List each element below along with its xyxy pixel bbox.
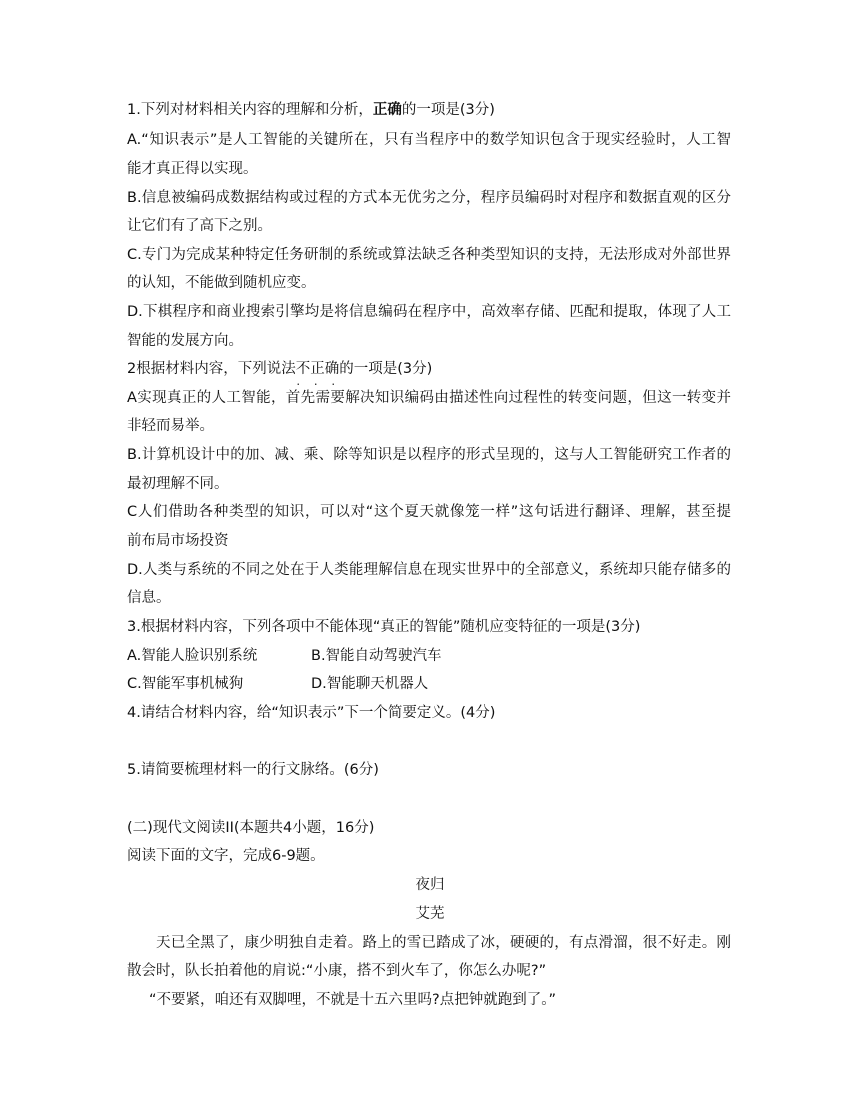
q3-option-d: D.智能聊天机器人 — [311, 676, 429, 692]
q3-option-b: B.智能自动驾驶汽车 — [311, 648, 442, 664]
q1-option-c-line1: C.专门为完成某种特定任务研制的系统或算法缺乏各种类型知识的支持，无法形成对外部世界 — [127, 247, 731, 263]
section2-instruction: 阅读下面的文字，完成6-9题。 — [127, 848, 325, 864]
q1-option-b-line2: 让它们有了高下之别。 — [127, 218, 272, 234]
q1-option-a-line1: A.“知识表示”是人工智能的关键所在，只有当程序中的数学知识包含于现实经验时，人工智 — [127, 132, 731, 148]
q2-stem-emphasis: 不正确 • • • — [296, 361, 340, 377]
story-paragraph-1-line1: 天已全黑了，康少明独自走着。路上的雪已踏成了冰，硬硬的，有点滑溜，很不好走。刚 — [156, 935, 731, 951]
q5-stem: 5.请简要梳理材料一的行文脉络。(6分) — [127, 762, 379, 778]
section2-heading: (二)现代文阅读II(本题共4小题，16分) — [127, 820, 375, 836]
q4-stem: 4.请结合材料内容，给“知识表示”下一个简要定义。(4分) — [127, 705, 496, 721]
q2-option-b-line1: B.计算机设计中的加、减、乘、除等知识是以程序的形式呈现的，这与人工智能研究工作者的 — [127, 447, 731, 463]
q2-stem — [127, 359, 432, 379]
q3-stem: 3.根据材料内容，下列各项中不能体现“真正的智能”随机应变特征的一项是(3分) — [127, 619, 641, 635]
q2-option-d-line2: 信息。 — [127, 590, 171, 606]
q1-stem-emphasis: 正确 — [372, 102, 402, 118]
q3-option-c: C.智能军事机械狗 — [127, 676, 244, 692]
q2-option-c-line1: C人们借助各种类型的知识，可以对“这个夏天就像笼一样”这句话进行翻译、理解，甚至提 — [127, 504, 731, 520]
q2-option-d-line1: D.人类与系统的不同之处在于人类能理解信息在现实世界中的全部意义，系统却只能存储多的 — [127, 562, 731, 578]
q1-option-a-line2: 能才真正得以实现。 — [127, 161, 258, 177]
q2-option-c-line2: 前布局市场投资 — [127, 533, 229, 549]
q1-option-c-line2: 的认知，不能做到随机应变。 — [127, 275, 316, 291]
story-author: 艾芜 — [415, 906, 445, 922]
q2-stem-text: 2根据材料内容，下列说法 — [127, 361, 296, 377]
q2-option-a-line2: 非轻而易举。 — [127, 418, 214, 434]
q1-stem-score: 的一项是(3分) — [401, 102, 495, 118]
q2-option-b-line2: 最初理解不同。 — [127, 476, 229, 492]
story-paragraph-1-line2: 散会时，队长拍着他的肩说:“小康，搭不到火车了，你怎么办呢?” — [127, 963, 547, 979]
story-title: 夜归 — [415, 877, 445, 893]
q1-stem — [127, 100, 495, 120]
q2-option-a-line1: A实现真正的人工智能，首先需要解决知识编码由描述性向过程性的转变问题，但这一转变并 — [127, 390, 731, 406]
q3-option-a: A.智能人脸识别系统 — [127, 648, 258, 664]
q1-option-d-line2: 智能的发展方向。 — [127, 333, 243, 349]
q1-option-d-line1: D.下棋程序和商业搜索引擎均是将信息编码在程序中，高效率存储、匹配和提取，体现了人工 — [127, 304, 731, 320]
q2-stem-score: 的一项是(3分) — [339, 361, 433, 377]
q1-option-b-line1: B.信息被编码成数据结构或过程的方式本无优劣之分，程序员编码时对程序和数据直观的区分 — [127, 190, 731, 206]
q1-stem-text: 1.下列对材料相关内容的理解和分析， — [127, 102, 373, 118]
story-paragraph-2: “不要紧，咱还有双脚哩，不就是十五六里吗?点把钟就跑到了。” — [149, 992, 556, 1008]
